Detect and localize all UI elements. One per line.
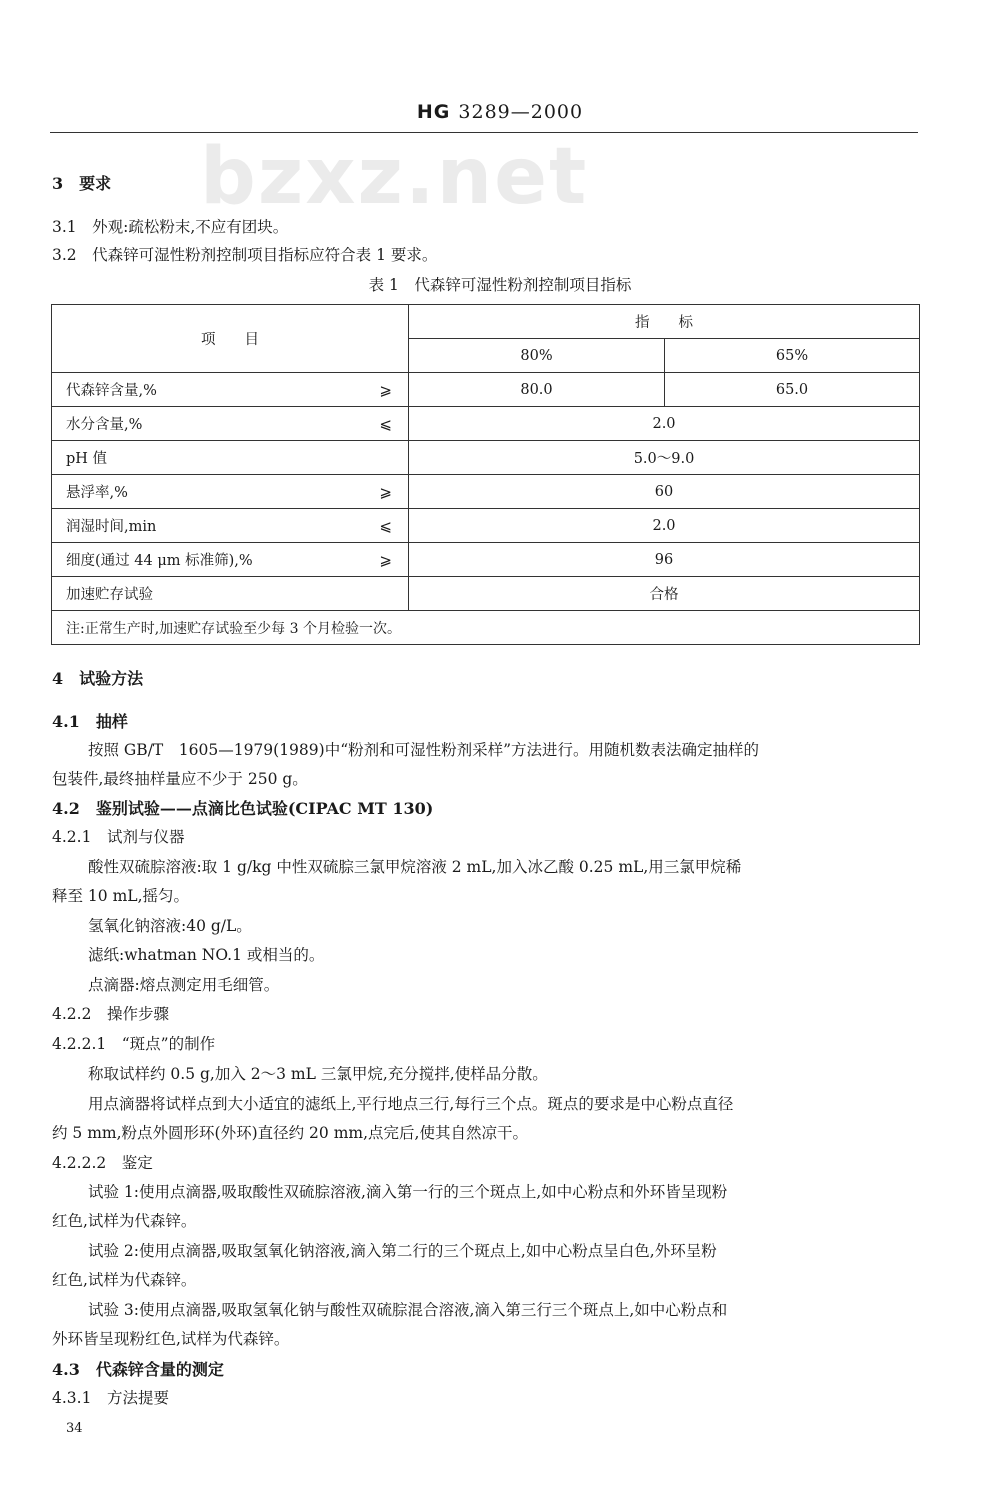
row-item (52, 441, 409, 475)
row-item-label: pH 值 (66, 451, 108, 467)
table-row (52, 373, 920, 407)
header-item: 项 目 (52, 305, 409, 373)
paragraph: 氢氧化钠溶液:40 g/L。 (88, 917, 252, 935)
document-code (0, 101, 1000, 123)
paragraph: 试验 1:使用点滴器,吸取酸性双硫腙溶液,滴入第一行的三个斑点上,如中心粉点和外环皆呈现粉 (88, 1183, 728, 1201)
row-value-80: 80.0 (409, 373, 665, 407)
paragraph: 滤纸:whatman NO.1 或相当的。 (88, 946, 325, 964)
paragraph: 红色,试样为代森锌。 (52, 1271, 197, 1289)
paragraph: 外环皆呈现粉红色,试样为代森锌。 (52, 1330, 290, 1348)
section-4-2-2-2-heading: 4.2.2.2 鉴定 (52, 1154, 153, 1172)
row-value: 96 (409, 543, 920, 577)
row-value: 合格 (409, 577, 920, 611)
section-4-2-heading: 4.2 鉴别试验——点滴比色试验(CIPAC MT 130) (52, 799, 434, 818)
row-value: 5.0～9.0 (409, 441, 920, 475)
row-item-label: 水分含量,% (66, 417, 143, 433)
paragraph: 试验 3:使用点滴器,吸取氢氧化钠与酸性双硫腙混合溶液,滴入第三行三个斑点上,如中心粉点和 (88, 1301, 728, 1319)
section-4-2-2-heading: 4.2.2 操作步骤 (52, 1005, 169, 1023)
geq-symbol: ⩾ (379, 550, 392, 569)
standard-prefix: HG (416, 101, 451, 123)
paragraph: 用点滴器将试样点到大小适宜的滤纸上,平行地点三行,每行三个点。斑点的要求是中心粉点直径 (88, 1095, 734, 1113)
row-item (52, 577, 409, 611)
paragraph: 点滴器:熔点测定用毛细管。 (88, 976, 280, 994)
section-4-1-heading: 4.1 抽样 (52, 712, 128, 731)
leq-symbol: ⩽ (379, 516, 392, 535)
section-3-1: 3.1 外观:疏松粉末,不应有团块。 (52, 218, 289, 236)
row-item (52, 509, 409, 543)
section-4-2-1-heading: 4.2.1 试剂与仪器 (52, 828, 185, 846)
paragraph: 释至 10 mL,摇匀。 (52, 887, 189, 905)
section-4-heading: 4 试验方法 (52, 669, 144, 688)
section-4-3-1-heading: 4.3.1 方法提要 (52, 1389, 169, 1407)
geq-symbol: ⩾ (379, 482, 392, 501)
paragraph: 约 5 mm,粉点外圆形环(外环)直径约 20 mm,点完后,使其自然凉干。 (52, 1124, 528, 1142)
table-row (52, 407, 920, 441)
row-value: 60 (409, 475, 920, 509)
row-value-65: 65.0 (665, 373, 920, 407)
table-row (52, 577, 920, 611)
row-item (52, 475, 409, 509)
header-80: 80% (409, 339, 665, 373)
page-number: 34 (66, 1421, 83, 1436)
table-row (52, 543, 920, 577)
section-3-heading: 3 要求 (52, 174, 112, 193)
table-row (52, 441, 920, 475)
row-item-label: 代森锌含量,% (66, 383, 157, 399)
section-4-3-heading: 4.3 代森锌含量的测定 (52, 1360, 224, 1379)
watermark: bzxz.net (200, 132, 589, 222)
paragraph: 包装件,最终抽样量应不少于 250 g。 (52, 770, 308, 788)
header-65: 65% (665, 339, 920, 373)
row-item (52, 407, 409, 441)
spec-table (51, 304, 920, 645)
paragraph: 酸性双硫腙溶液:取 1 g/kg 中性双硫腙三氯甲烷溶液 2 mL,加入冰乙酸 0.25 mL,用三氯甲烷稀 (88, 858, 742, 876)
table-note: 注:正常生产时,加速贮存试验至少每 3 个月检验一次。 (52, 611, 920, 645)
header-spec: 指 标 (409, 305, 920, 339)
standard-number: 3289—2000 (458, 101, 584, 123)
paragraph: 红色,试样为代森锌。 (52, 1212, 197, 1230)
paragraph: 称取试样约 0.5 g,加入 2～3 mL 三氯甲烷,充分搅拌,使样品分散。 (88, 1065, 548, 1083)
table-note-row (52, 611, 920, 645)
table-row (52, 509, 920, 543)
row-value: 2.0 (409, 407, 920, 441)
row-item (52, 373, 409, 407)
row-item (52, 543, 409, 577)
section-3-2: 3.2 代森锌可湿性粉剂控制项目指标应符合表 1 要求。 (52, 246, 438, 264)
row-value: 2.0 (409, 509, 920, 543)
table-header-row (52, 305, 920, 339)
leq-symbol: ⩽ (379, 414, 392, 433)
table-caption: 表 1 代森锌可湿性粉剂控制项目指标 (368, 276, 632, 294)
paragraph: 试验 2:使用点滴器,吸取氢氧化钠溶液,滴入第二行的三个斑点上,如中心粉点呈白色,外环呈粉 (88, 1242, 717, 1260)
row-item-label: 加速贮存试验 (66, 587, 153, 603)
row-item-label: 润湿时间,min (66, 519, 157, 535)
row-item-label: 细度(通过 44 μm 标准筛),% (66, 553, 253, 569)
row-item-label: 悬浮率,% (66, 485, 128, 501)
table-row (52, 475, 920, 509)
section-4-2-2-1-heading: 4.2.2.1 “斑点”的制作 (52, 1035, 216, 1053)
paragraph: 按照 GB/T 1605—1979(1989)中“粉剂和可湿性粉剂采样”方法进行。用随机数表法确定抽样的 (88, 741, 760, 759)
geq-symbol: ⩾ (379, 380, 392, 399)
